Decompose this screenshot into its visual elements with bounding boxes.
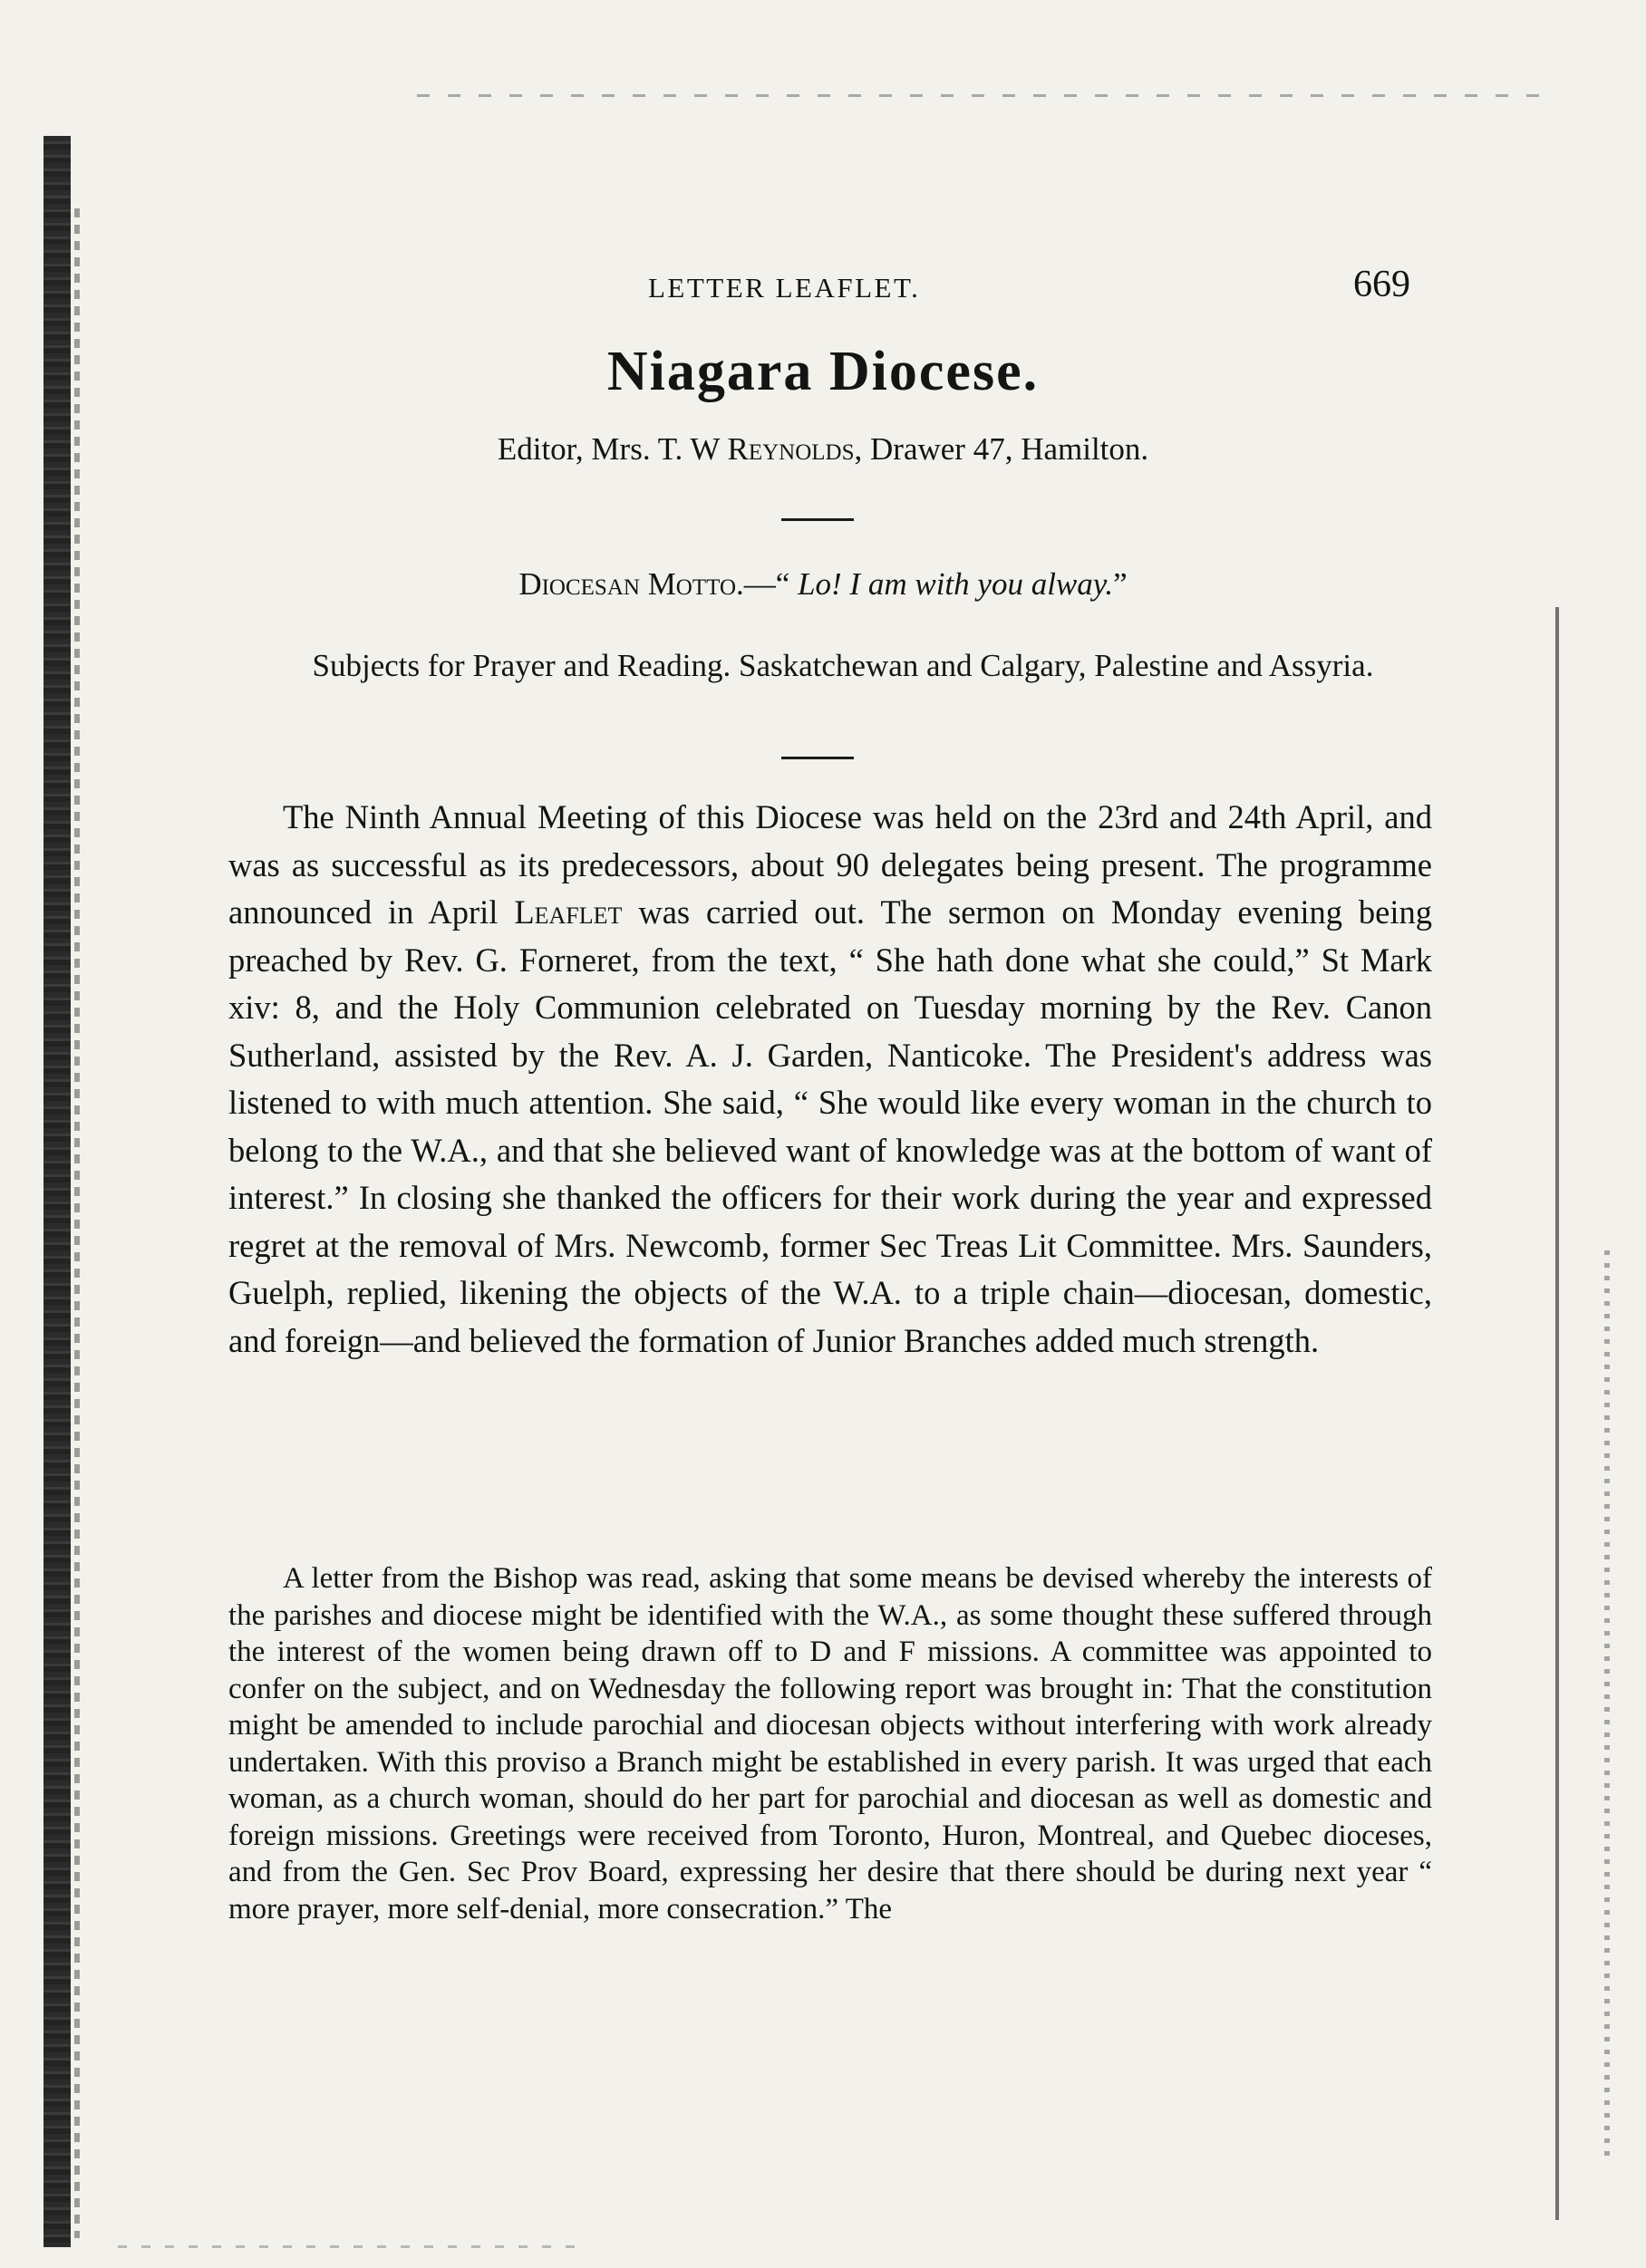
- motto-text: Lo! I am with you alway.: [798, 566, 1114, 602]
- paragraph-text: was carried out. The sermon on Monday evening being preached by Rev. G. Forneret, from the text, “ She hath done what she could,” St Mark xiv: 8, and the Holy Communion celebrated on Tuesday morning by the Rev. Canon Sutherland, assisted by the Rev. A. J. Garden, Nanticoke. The President's address was listened to with much attention. She said, “ She would like every woman in the church to belong to the W.A., and that she believed want of knowledge was at the bottom of want of interest.” In closing she thanked the officers for their work during the year and expressed regret at the removal of Mrs. Newcomb, former Sec Treas Lit Committee. Mrs. Saunders, Guelph, replied, likening the objects of the W.A. to a triple chain—diocesan, domestic, and foreign—and believed the formation of Junior Branches added much strength.: [228, 893, 1432, 1359]
- editor-name: Reynolds: [727, 431, 855, 467]
- scan-artifact-bottom: [118, 2245, 589, 2248]
- editor-prefix: Editor, Mrs. T. W: [497, 431, 728, 467]
- page-number: 669: [1353, 264, 1410, 305]
- prayer-subjects: Subjects for Prayer and Reading. Saskatchewan and Calgary, Palestine and Assyria.: [312, 648, 1374, 683]
- editor-suffix: , Drawer 47, Hamilton.: [854, 431, 1149, 467]
- section-title: Niagara Diocese.: [606, 341, 1040, 402]
- motto-close: ”: [1113, 566, 1128, 602]
- divider-rule: [781, 518, 854, 521]
- motto-dash: —“: [743, 566, 799, 602]
- scan-artifact-top: [417, 94, 1541, 97]
- leaflet-word: Leaflet: [514, 893, 623, 931]
- editor-line: [0, 431, 1646, 468]
- running-head: LETTER LEAFLET.: [648, 272, 921, 304]
- paragraph-text: The Ninth Annual Meeting of this Diocese was held on the 23rd and 24th April, and was as successful as its predecessors, about 90 delegates being present. The programme announced in April: [228, 798, 1432, 931]
- divider-rule: [781, 757, 854, 759]
- motto-label: Diocesan Motto.: [518, 566, 744, 602]
- margin-rule-right: [1555, 607, 1559, 2220]
- binding-shadow: [74, 208, 80, 2238]
- scan-artifact-right: [1604, 1250, 1610, 2157]
- body-paragraph: A letter from the Bishop was read, asking that some means be devised whereby the interests of the parishes and diocese might be identified with the W.A., as some thought these suffered through the interest of the women being drawn off to D and F missions. A committee was appointed to confer on the subject, and on Wednesday the following report was brought in: That the constitution might be amended to include parochial and diocesan objects without interfering with work already undertaken. With this proviso a Branch might be established in every parish. It was urged that each woman, as a church woman, should do her part for parochial and diocesan as well as domestic and foreign missions. Greetings were received from Toronto, Huron, Montreal, and Quebec dioceses, and from the Gen. Sec Prov Board, expressing her desire that there should be during next year “ more prayer, more self-denial, more consecration.” The: [228, 1562, 1432, 1925]
- body-paragraph: [228, 794, 1432, 1365]
- diocesan-motto: [0, 566, 1646, 603]
